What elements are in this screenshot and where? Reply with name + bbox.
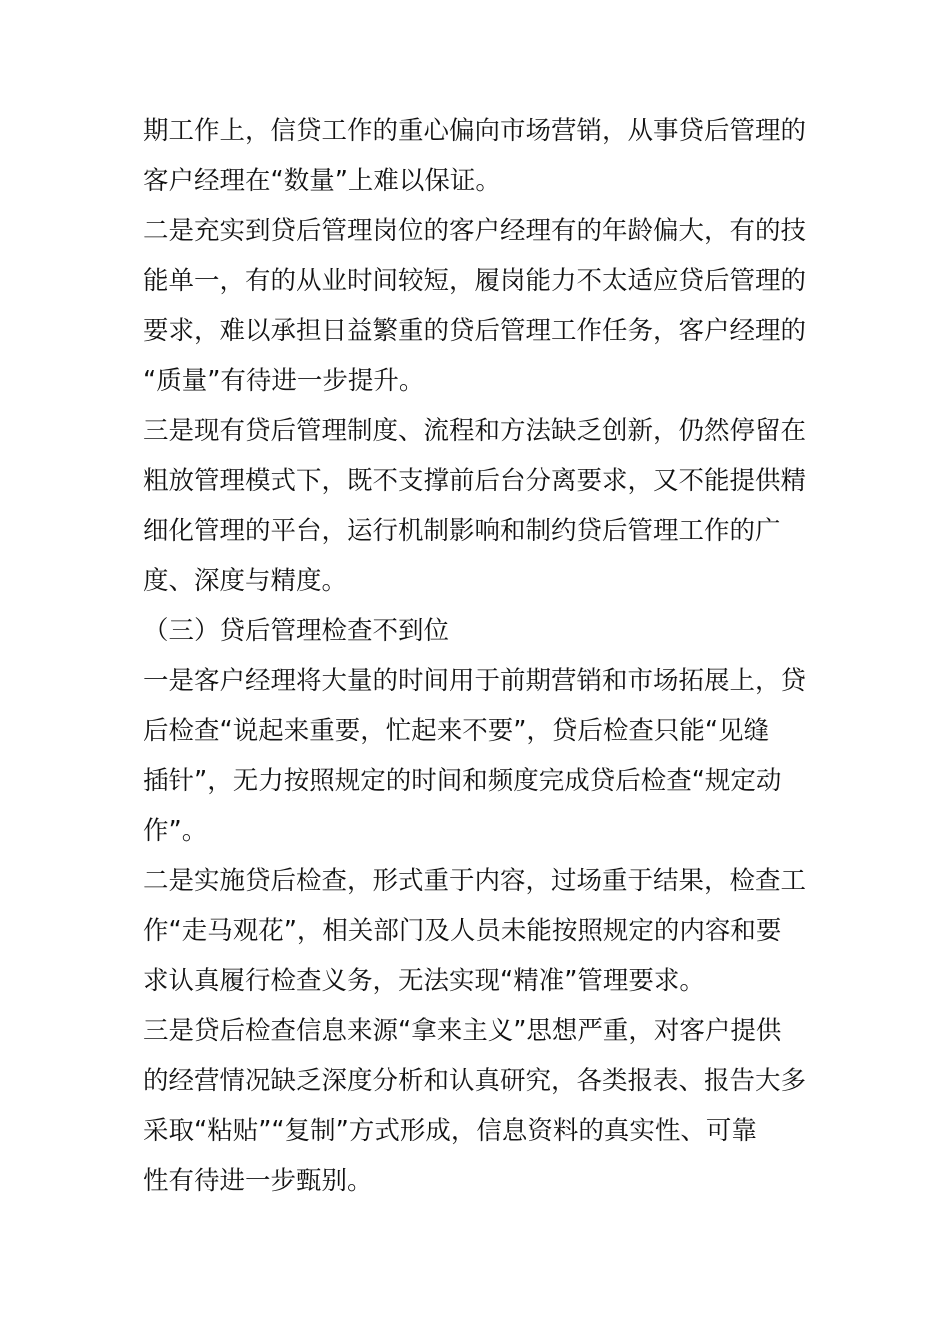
document-body [143, 106, 818, 1206]
text-line: 二是实施贷后检查，形式重于内容，过场重于结果，检查工 [143, 866, 807, 896]
text-line: 二是充实到贷后管理岗位的客户经理有的年龄偏大，有的技 [143, 216, 807, 246]
text-line: 要求，难以承担日益繁重的贷后管理工作任务，客户经理的 [143, 316, 807, 346]
text-line: “质量”有待进一步提升。 [143, 366, 425, 396]
text-line: 作“走马观花”，相关部门及人员未能按照规定的内容和要 [143, 916, 782, 946]
text-line: 的经营情况缺乏深度分析和认真研究，各类报表、报告大多 [143, 1066, 807, 1096]
text-line: 三是现有贷后管理制度、流程和方法缺乏创新，仍然停留在 [143, 416, 807, 446]
text-line: 三是贷后检查信息来源“拿来主义”思想严重，对客户提供 [143, 1016, 782, 1046]
text-line: 能单一，有的从业时间较短，履岗能力不太适应贷后管理的 [143, 266, 807, 296]
text-line: 后检查“说起来重要，忙起来不要”，贷后检查只能“见缝 [143, 716, 770, 746]
text-line: 粗放管理模式下，既不支撑前后台分离要求，又不能提供精 [143, 466, 807, 496]
text-line: 插针”，无力按照规定的时间和频度完成贷后检查“规定动 [143, 766, 782, 796]
text-line: 度、深度与精度。 [143, 566, 348, 596]
text-line: 期工作上，信贷工作的重心偏向市场营销，从事贷后管理的 [143, 116, 807, 146]
text-line: 客户经理在“数量”上难以保证。 [143, 166, 501, 196]
text-line: 作”。 [143, 816, 208, 846]
text-line: 采取“粘贴”“复制”方式形成，信息资料的真实性、可靠 [143, 1116, 757, 1146]
text-line: 一是客户经理将大量的时间用于前期营销和市场拓展上，贷 [143, 666, 807, 696]
section-heading: （三）贷后管理检查不到位 [143, 616, 450, 646]
text-line: 性有待进一步甄别。 [143, 1166, 373, 1196]
text-line: 细化管理的平台，运行机制影响和制约贷后管理工作的广 [143, 516, 781, 546]
text-line: 求认真履行检查义务，无法实现“精准”管理要求。 [143, 966, 705, 996]
